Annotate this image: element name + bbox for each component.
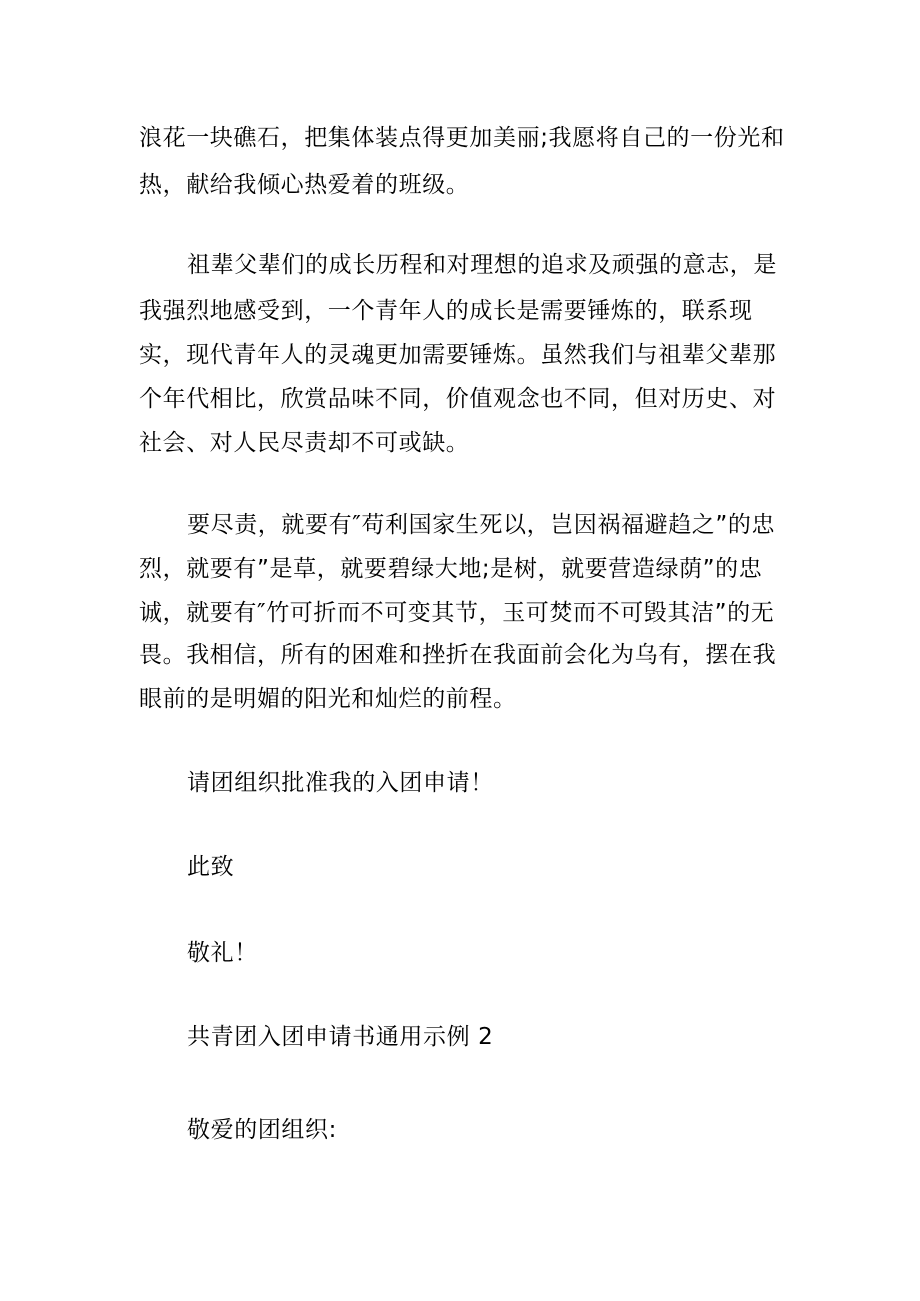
paragraph-2-line-5: 社会、对人民尽责却不可或缺。 bbox=[139, 430, 470, 456]
paragraph-3-line-2: 烈，就要有”是草，就要碧绿大地;是树，就要营造绿荫”的忠 bbox=[139, 556, 763, 582]
paragraph-2-line-4: 个年代相比，欣赏品味不同，价值观念也不同，但对历史、对 bbox=[139, 386, 777, 412]
closing-jing-li: 敬礼！ bbox=[187, 940, 258, 966]
closing-ci-zhi: 此致 bbox=[187, 854, 235, 880]
paragraph-3-line-1: 要尽责，就要有″苟利国家生死以，岂因祸福避趋之”的忠 bbox=[187, 512, 776, 538]
paragraph-3-line-4: 畏。我相信，所有的困难和挫折在我面前会化为乌有，摆在我 bbox=[139, 642, 777, 668]
salutation: 敬爱的团组织: bbox=[187, 1117, 337, 1143]
paragraph-1-line-1: 浪花一块礁石，把集体装点得更加美丽;我愿将自己的一份光和 bbox=[139, 125, 785, 151]
request-line: 请团组织批准我的入团申请！ bbox=[187, 770, 494, 796]
paragraph-2-line-3: 实，现代青年人的灵魂更加需要锤炼。虽然我们与祖辈父辈那 bbox=[139, 342, 777, 368]
paragraph-3-line-5: 眼前的是明媚的阳光和灿烂的前程。 bbox=[139, 686, 517, 712]
paragraph-2-line-1: 祖辈父辈们的成长历程和对理想的追求及顽强的意志，是 bbox=[187, 252, 777, 278]
paragraph-2-line-2: 我强烈地感受到，一个青年人的成长是需要锤炼的，联系现 bbox=[139, 298, 753, 324]
example-title: 共青团入团申请书通用示例 2 bbox=[187, 1024, 494, 1050]
paragraph-1-line-2: 热，献给我倾心热爱着的班级。 bbox=[139, 172, 470, 198]
paragraph-3-line-3: 诚，就要有″竹可折而不可变其节，玉可焚而不可毁其洁”的无 bbox=[139, 600, 775, 626]
